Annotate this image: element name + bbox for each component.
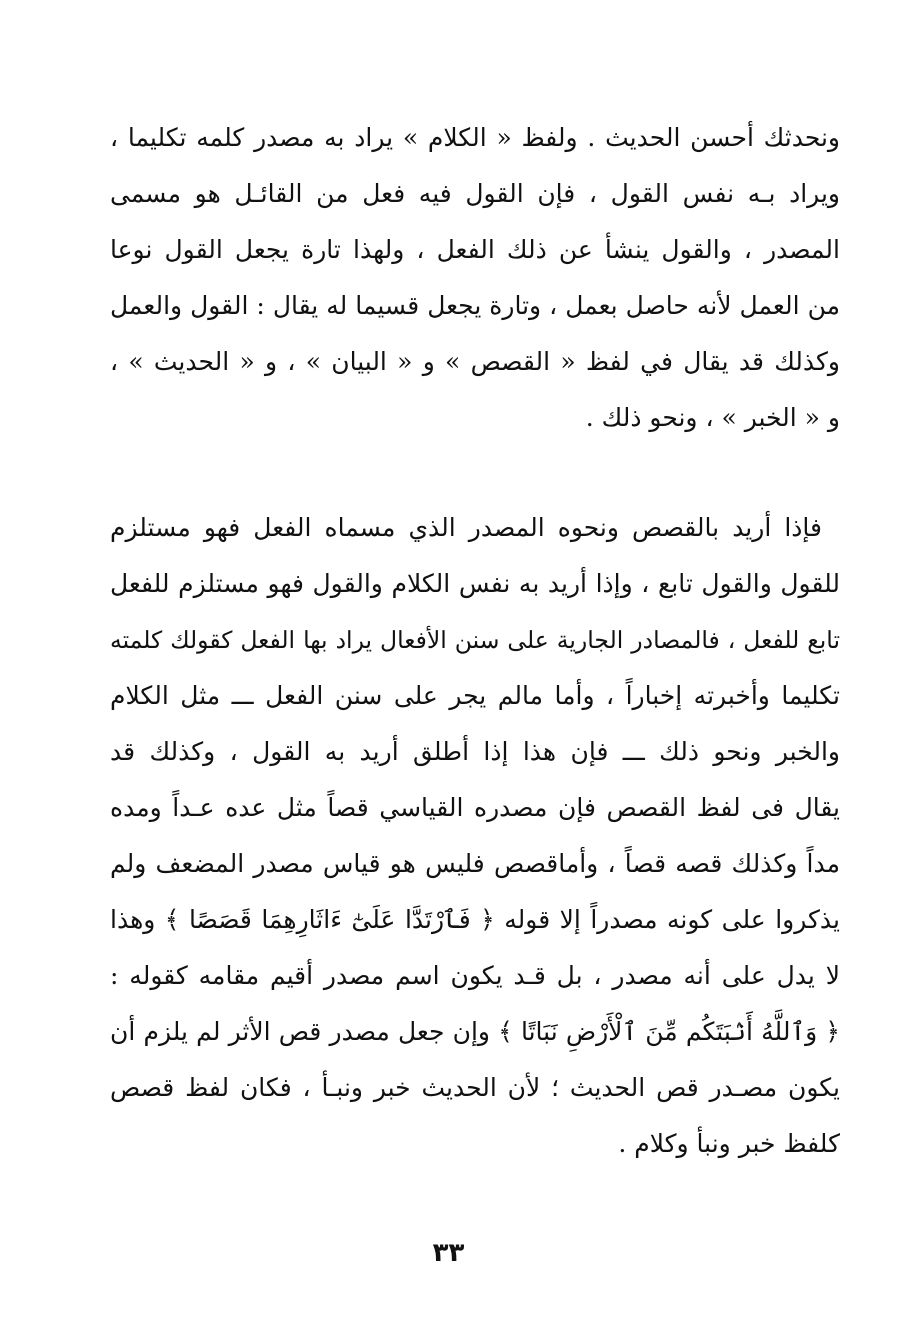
text-line: يقال فى لفظ القصص فإن مصدره القياسي قصاً مثل عده عـداً ومده (110, 793, 840, 822)
text-line: ويراد بـه نفس القول ، فإن القول فيه فعل من القائـل هو مسمى (110, 179, 840, 208)
text-line: المصدر ، والقول ينشأ عن ذلك الفعل ، ولهذا تارة يجعل القول نوعا (110, 235, 840, 264)
text-line: فإذا أريد بالقصص ونحوه المصدر الذي مسماه الفعل فهو مستلزم (110, 513, 822, 542)
quran-quote-line: ﴿ وَٱللَّهُ أَنۢبَتَكُم مِّنَ ٱلْأَرْضِ نَبَاتًا ﴾ وإن جعل مصدر قص الأثر لم يلزم أن (110, 1017, 840, 1046)
text-line: لا يدل على أنه مصدر ، بل قـد يكون اسم مصدر أقيم مقامه كقوله : (110, 961, 840, 990)
text-line: ونحدثك أحسن الحديث . ولفظ « الكلام » يراد به مصدر كلمه تكليما ، (110, 123, 840, 152)
text-line: للقول والقول تابع ، وإذا أريد به نفس الكلام والقول فهو مستلزم للفعل (110, 569, 840, 598)
text-line: تكليما وأخبرته إخباراً ، وأما مالم يجر على سنن الفعل ـــ مثل الكلام (110, 681, 840, 710)
text-line: وكذلك قد يقال في لفظ « القصص » و « البيان » ، و « الحديث » ، (110, 347, 840, 376)
text-line: تابع للفعل ، فالمصادر الجارية على سنن الأفعال يراد بها الفعل كقولك كلمته (110, 626, 840, 654)
quran-quote-line: يذكروا على كونه مصدراً إلا قوله ﴿ فَٱرْتَدَّا عَلَىٰٓ ءَاثَارِهِمَا قَصَصًا ﴾ وهذا (110, 905, 840, 934)
page-number: ٣٣ (432, 1238, 465, 1268)
text-line: والخبر ونحو ذلك ـــ فإن هذا إذا أطلق أريد به القول ، وكذلك قد (110, 737, 840, 766)
text-line: من العمل لأنه حاصل بعمل ، وتارة يجعل قسيما له يقال : القول والعمل (110, 291, 840, 320)
paragraph-1 (110, 110, 840, 446)
text-line: و « الخبر » ، ونحو ذلك . (585, 403, 840, 432)
text-line: مداً وكذلك قصه قصاً ، وأماقصص فليس هو قياس مصدر المضعف ولم (110, 849, 840, 878)
text-line: كلفظ خبر ونبأ وكلام . (618, 1129, 840, 1158)
paragraph-2 (110, 500, 840, 1172)
text-line: يكون مصـدر قص الحديث ؛ لأن الحديث خبر ونبـأ ، فكان لفظ قصص (110, 1073, 840, 1102)
